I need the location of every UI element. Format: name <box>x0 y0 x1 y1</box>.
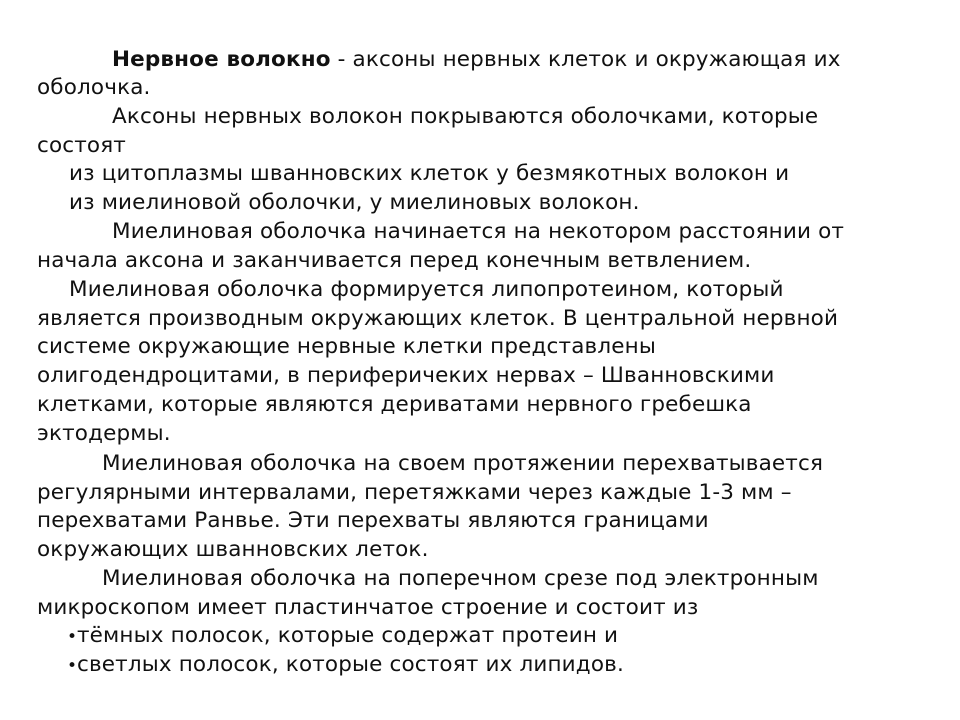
bullet-item <box>67 622 618 652</box>
bullet-item-text: тёмных полосок, которые содержат протеин и <box>77 623 619 648</box>
bullet-item <box>67 651 624 681</box>
definition-line-1 <box>112 46 841 75</box>
bullet-icon: • <box>67 656 78 676</box>
paragraph-4-line-5: клетками, которые являются дериватами нервного гребешка <box>37 392 752 417</box>
paragraph-5-line-1: Миелиновая оболочка на своем протяжении перехватывается <box>102 451 824 476</box>
paragraph-2-line-4: из миелиновой оболочки, у миелиновых волокон. <box>69 190 640 215</box>
paragraph-2-line-3: из цитоплазмы шванновских клеток у безмякотных волокон и <box>69 161 790 186</box>
paragraph-6-line-2: микроскопом имеет пластинчатое строение и состоит из <box>37 595 699 620</box>
definition-term: Нервное волокно <box>112 47 331 72</box>
paragraph-4-line-2: является производным окружающих клеток. В центральной нервной <box>37 306 839 331</box>
paragraph-4-line-6: эктодермы. <box>37 421 171 446</box>
definition-text: - аксоны нервных клеток и окружающая их <box>330 47 841 72</box>
paragraph-5-line-4: окружающих шванновских леток. <box>37 537 429 562</box>
paragraph-5-line-3: перехватами Ранвье. Эти перехваты являются границами <box>37 508 709 533</box>
paragraph-5-line-2: регулярными интервалами, перетяжками через каждые 1-3 мм – <box>37 480 792 505</box>
paragraph-4-line-3: системе окружающие нервные клетки представлены <box>37 334 656 359</box>
paragraph-2-line-1: Аксоны нервных волокон покрываются оболочками, которые <box>112 104 819 129</box>
bullet-item-text: светлых полосок, которые состоят их липидов. <box>77 652 624 677</box>
bullet-icon: • <box>67 627 78 647</box>
paragraph-6-line-1: Миелиновая оболочка на поперечном срезе под электронным <box>102 566 819 591</box>
paragraph-3-line-2: начала аксона и заканчивается перед конечным ветвлением. <box>37 248 752 273</box>
paragraph-2-line-2: состоят <box>37 133 126 158</box>
paragraph-4-line-1: Миелиновая оболочка формируется липопротеином, который <box>69 277 784 302</box>
paragraph-3-line-1: Миелиновая оболочка начинается на некотором расстоянии от <box>112 219 845 244</box>
definition-line-2: оболочка. <box>37 75 151 100</box>
paragraph-4-line-4: олигодендроцитами, в периферичеких нервах – Шванновскими <box>37 363 775 388</box>
